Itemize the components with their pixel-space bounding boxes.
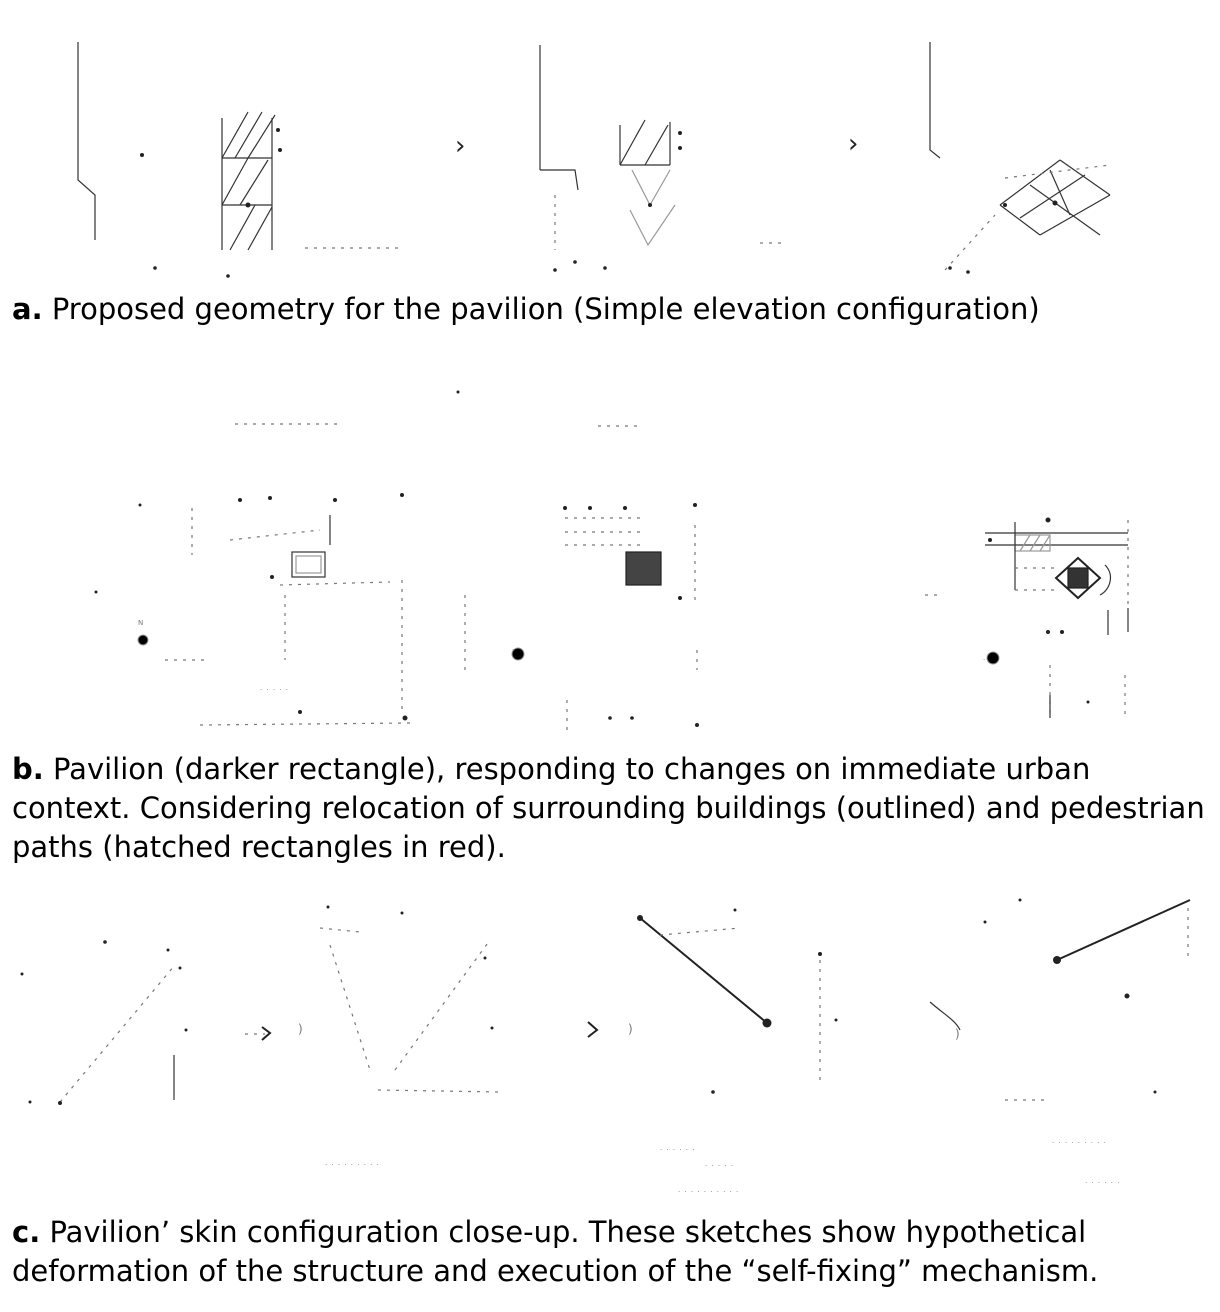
skin-sketch-1 <box>21 906 501 1170</box>
sketch-c-skin-closeup <box>0 870 1220 1210</box>
svg-text:· · · · · ·: · · · · · · <box>1085 1179 1121 1187</box>
svg-text:· · · · · · · · ·: · · · · · · · · · <box>1052 1139 1107 1147</box>
skin-sketch-2 <box>588 909 838 1197</box>
arrow-a-1: › <box>455 131 467 161</box>
caption-a <box>12 290 1217 329</box>
caption-c-text: Pavilion’ skin configuration close-up. These sketches show hypothetical deformation of the structure and execution of the “self-fixing” mechanism. <box>12 1215 1099 1288</box>
sketch-b-site-plans <box>0 340 1220 750</box>
caption-b <box>12 750 1217 867</box>
svg-text:): ) <box>628 1022 634 1036</box>
panel-c <box>0 870 1220 1312</box>
svg-text:): ) <box>955 1027 961 1041</box>
caption-b-label: b. <box>12 752 44 786</box>
caption-c <box>12 1213 1217 1291</box>
svg-text:· · · · · ·: · · · · · · <box>660 1146 696 1154</box>
svg-text:· · · · ·: · · · · · <box>705 1162 735 1170</box>
elevation-sketch-3 <box>930 42 1110 274</box>
site-plan-3 <box>457 391 1129 719</box>
caption-c-label: c. <box>12 1215 41 1249</box>
svg-text:· · · · · · · · · ·: · · · · · · · · · · <box>678 1188 740 1196</box>
elevation-sketch-1 <box>78 42 400 278</box>
elevation-sketch-2 <box>540 45 785 272</box>
panel-a <box>0 0 1220 340</box>
svg-text:·: · <box>983 656 987 664</box>
site-plan-1 <box>95 424 466 725</box>
caption-a-label: a. <box>12 292 43 326</box>
caption-b-text: Pavilion (darker rectangle), responding to changes on immediate urban context. Considering relocation of surrounding buildings (outlined) and pedestrian paths (hatched rectangles in red). <box>12 752 1205 864</box>
svg-text:· · · · · · · · ·: · · · · · · · · · <box>325 1161 380 1169</box>
caption-a-text: Proposed geometry for the pavilion (Simple elevation configuration) <box>51 292 1040 326</box>
svg-text:N: N <box>138 619 145 627</box>
arrow-a-2: › <box>848 129 860 159</box>
sketch-a-elevations <box>0 0 1220 290</box>
skin-sketch-3 <box>930 899 1190 1188</box>
svg-text:): ) <box>298 1022 304 1036</box>
panel-b <box>0 340 1220 870</box>
svg-text:· · · · ·: · · · · · <box>260 686 290 694</box>
site-plan-2 <box>512 426 699 735</box>
